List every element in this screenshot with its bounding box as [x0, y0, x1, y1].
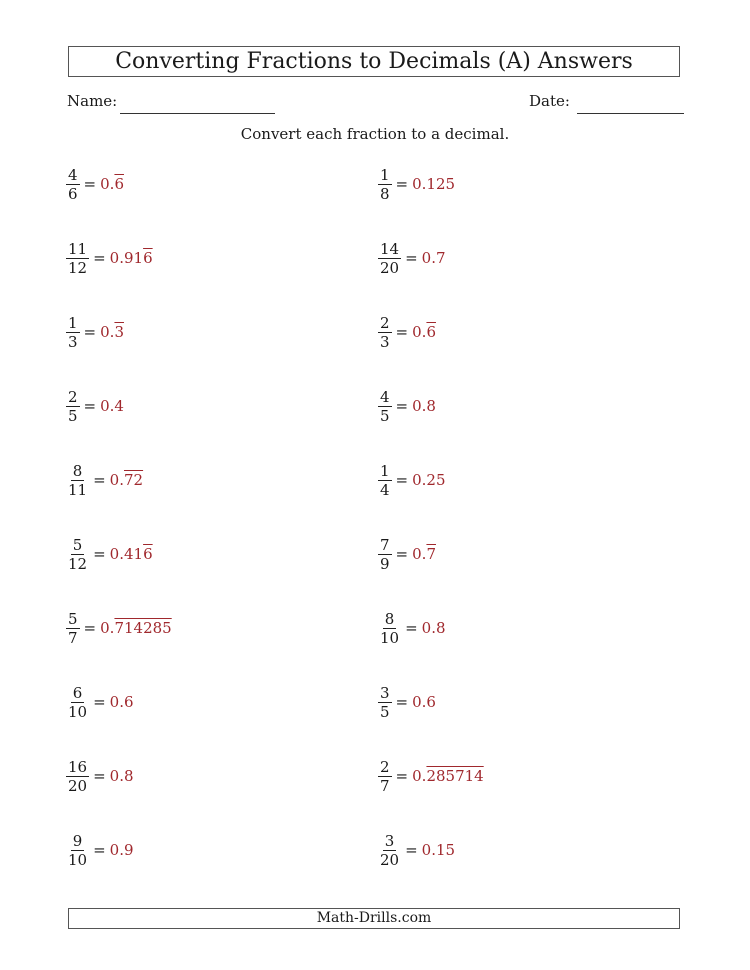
- equals-sign: =: [93, 545, 106, 563]
- denominator: 20: [380, 850, 400, 869]
- denominator: 10: [380, 628, 400, 647]
- equals-sign: =: [405, 841, 418, 859]
- numerator: 11: [68, 239, 88, 258]
- equals-sign: =: [93, 471, 106, 489]
- fraction: [378, 240, 401, 277]
- decimal-answer: [412, 175, 455, 193]
- answer-digits: 0.41: [109, 545, 144, 563]
- denominator: 10: [68, 702, 88, 721]
- equals-sign: =: [83, 397, 97, 415]
- fraction: [378, 758, 392, 795]
- denominator: 6: [68, 184, 78, 203]
- equals-sign: =: [395, 397, 409, 415]
- repeating-digits: 285714: [426, 767, 484, 785]
- denominator: 10: [68, 850, 88, 869]
- numerator: 1: [380, 461, 390, 480]
- repeating-digits: 3: [114, 323, 124, 341]
- problem-item: [378, 162, 455, 206]
- date-label: Date:: [529, 92, 570, 110]
- fraction: [66, 314, 80, 351]
- answer-digits: 0.15: [421, 841, 456, 859]
- numerator: 4: [68, 165, 78, 184]
- repeating-digits: 7: [426, 545, 436, 563]
- repeating-digits: 6: [426, 323, 436, 341]
- decimal-answer: [412, 545, 436, 563]
- denominator: 5: [380, 702, 390, 721]
- problem-item: [378, 828, 455, 872]
- denominator: 5: [68, 406, 78, 425]
- problem-item: [66, 310, 124, 354]
- decimal-answer: [110, 693, 134, 711]
- denominator: 4: [380, 480, 390, 499]
- problem-item: [66, 236, 153, 280]
- problem-item: [378, 458, 446, 502]
- equals-sign: =: [93, 767, 106, 785]
- fraction: [66, 832, 89, 869]
- equals-sign: =: [93, 249, 106, 267]
- fraction: [66, 758, 89, 795]
- problem-item: [378, 236, 446, 280]
- fraction: [66, 684, 89, 721]
- denominator: 9: [380, 554, 390, 573]
- equals-sign: =: [83, 175, 97, 193]
- numerator: 6: [72, 683, 83, 702]
- equals-sign: =: [395, 545, 409, 563]
- denominator: 20: [380, 258, 400, 277]
- denominator: 20: [68, 776, 88, 795]
- fraction: [66, 462, 89, 499]
- numerator: 5: [68, 609, 78, 628]
- decimal-answer: [412, 767, 484, 785]
- denominator: 5: [380, 406, 390, 425]
- decimal-answer: [422, 619, 446, 637]
- fraction: [378, 388, 392, 425]
- problem-item: [66, 828, 134, 872]
- fraction: [66, 166, 80, 203]
- denominator: 7: [68, 628, 78, 647]
- denominator: 3: [380, 332, 390, 351]
- decimal-answer: [412, 471, 445, 489]
- problem-item: [66, 754, 134, 798]
- numerator: 16: [68, 757, 88, 776]
- numerator: 2: [68, 387, 78, 406]
- numerator: 9: [72, 831, 83, 850]
- answer-digits: 0.91: [109, 249, 144, 267]
- problem-item: [378, 680, 436, 724]
- denominator: 12: [68, 258, 88, 277]
- numerator: 7: [380, 535, 390, 554]
- answer-digits: 0.: [109, 471, 124, 489]
- numerator: 2: [380, 757, 390, 776]
- decimal-answer: [100, 397, 124, 415]
- answer-digits: 0.6: [412, 693, 436, 711]
- numerator: 4: [380, 387, 390, 406]
- answer-digits: 0.: [100, 619, 115, 637]
- fraction: [378, 314, 392, 351]
- answer-digits: 0.: [412, 545, 427, 563]
- name-line: [120, 113, 275, 114]
- equals-sign: =: [93, 841, 106, 859]
- numerator: 3: [384, 831, 395, 850]
- equals-sign: =: [93, 693, 106, 711]
- problem-item: [378, 310, 436, 354]
- problem-item: [378, 754, 484, 798]
- instructions: Convert each fraction to a decimal.: [240, 125, 510, 143]
- fraction: [378, 832, 401, 869]
- problem-item: [66, 458, 143, 502]
- decimal-answer: [100, 175, 124, 193]
- numerator: 1: [380, 165, 390, 184]
- equals-sign: =: [395, 767, 409, 785]
- fraction: [66, 388, 80, 425]
- answer-digits: 0.: [412, 323, 427, 341]
- equals-sign: =: [405, 249, 418, 267]
- fraction: [66, 536, 89, 573]
- decimal-answer: [412, 323, 436, 341]
- answer-digits: 0.25: [412, 471, 446, 489]
- repeating-digits: 72: [123, 471, 144, 489]
- numerator: 2: [380, 313, 390, 332]
- problem-item: [66, 162, 124, 206]
- fraction: [378, 462, 392, 499]
- repeating-digits: 6: [114, 175, 124, 193]
- answer-digits: 0.4: [100, 397, 124, 415]
- denominator: 3: [68, 332, 78, 351]
- repeating-digits: 6: [143, 545, 153, 563]
- repeating-digits: 714285: [114, 619, 172, 637]
- problem-item: [66, 384, 124, 428]
- decimal-answer: [110, 471, 143, 489]
- answer-digits: 0.8: [109, 767, 134, 785]
- worksheet-title: Converting Fractions to Decimals (A) Answers: [68, 46, 680, 77]
- decimal-answer: [110, 249, 153, 267]
- answer-digits: 0.8: [421, 619, 446, 637]
- equals-sign: =: [395, 175, 409, 193]
- numerator: 8: [72, 461, 83, 480]
- decimal-answer: [110, 545, 153, 563]
- answer-digits: 0.: [100, 323, 115, 341]
- problem-item: [378, 532, 436, 576]
- answer-digits: 0.9: [109, 841, 134, 859]
- decimal-answer: [412, 693, 436, 711]
- fraction: [378, 610, 401, 647]
- equals-sign: =: [405, 619, 418, 637]
- equals-sign: =: [395, 471, 409, 489]
- equals-sign: =: [395, 323, 409, 341]
- problem-item: [66, 680, 134, 724]
- fraction: [378, 536, 392, 573]
- problem-item: [378, 384, 436, 428]
- problem-item: [66, 532, 153, 576]
- decimal-answer: [110, 841, 134, 859]
- numerator: 5: [72, 535, 83, 554]
- problem-item: [378, 606, 446, 650]
- equals-sign: =: [83, 323, 97, 341]
- denominator: 11: [68, 480, 88, 499]
- repeating-digits: 6: [143, 249, 153, 267]
- footer: Math-Drills.com: [68, 908, 680, 929]
- answer-digits: 0.8: [412, 397, 436, 415]
- fraction: [378, 684, 392, 721]
- fraction: [66, 240, 89, 277]
- answer-digits: 0.7: [421, 249, 446, 267]
- numerator: 8: [384, 609, 395, 628]
- decimal-answer: [100, 323, 124, 341]
- answer-digits: 0.: [100, 175, 115, 193]
- answer-digits: 0.: [412, 767, 427, 785]
- decimal-answer: [110, 767, 134, 785]
- fraction: [66, 610, 80, 647]
- decimal-answer: [422, 841, 455, 859]
- fraction: [378, 166, 392, 203]
- decimal-answer: [422, 249, 446, 267]
- denominator: 8: [380, 184, 390, 203]
- equals-sign: =: [83, 619, 97, 637]
- numerator: 14: [380, 239, 400, 258]
- name-label: Name:: [67, 92, 118, 110]
- problem-item: [66, 606, 172, 650]
- denominator: 12: [68, 554, 88, 573]
- numerator: 3: [380, 683, 390, 702]
- answer-digits: 0.6: [109, 693, 134, 711]
- decimal-answer: [100, 619, 172, 637]
- date-line: [577, 113, 684, 114]
- answer-digits: 0.125: [412, 175, 456, 193]
- numerator: 1: [68, 313, 78, 332]
- equals-sign: =: [395, 693, 409, 711]
- decimal-answer: [412, 397, 436, 415]
- denominator: 7: [380, 776, 390, 795]
